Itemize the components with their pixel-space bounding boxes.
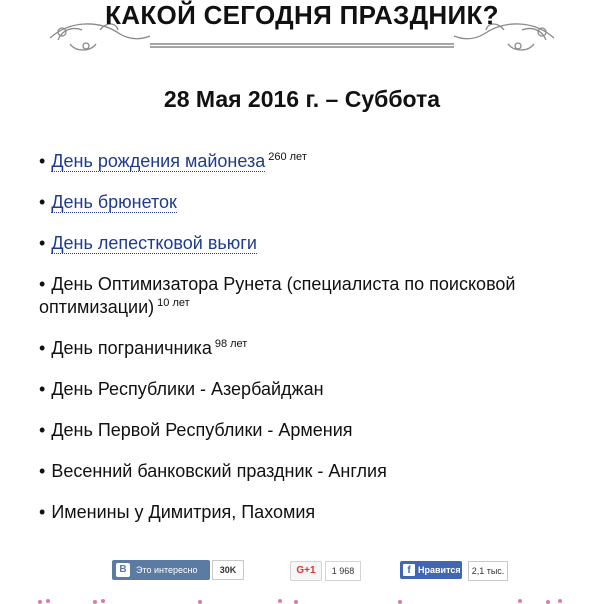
holiday-text: Именины у Димитрия, Пахомия — [51, 502, 316, 522]
bullet-icon: • — [39, 233, 46, 253]
facebook-like-label: Нравится — [418, 565, 461, 575]
facebook-like-button[interactable] — [400, 561, 462, 579]
holiday-item — [39, 419, 584, 442]
header — [0, 0, 604, 60]
bullet-icon: • — [39, 151, 46, 171]
bullet-icon: • — [39, 420, 46, 440]
holiday-item[interactable] — [39, 232, 584, 255]
holiday-item — [39, 460, 584, 483]
holiday-anniversary: 98 лет — [214, 338, 248, 350]
vk-share-count: 30K — [212, 560, 244, 580]
holiday-anniversary: 10 лет — [157, 297, 190, 309]
facebook-like-count: 2,1 тыс. — [468, 561, 508, 581]
holiday-list — [39, 150, 584, 542]
vk-share-button[interactable] — [112, 560, 210, 580]
holiday-item — [39, 378, 584, 401]
bullet-icon: • — [39, 338, 46, 358]
holiday-item — [39, 273, 584, 319]
holiday-link[interactable]: День рождения майонеза — [51, 151, 266, 171]
holiday-text: День Первой Республики - Армения — [51, 420, 353, 440]
holiday-text: День пограничника — [51, 338, 212, 358]
flower-border-decoration — [0, 598, 604, 604]
vk-share-label: Это интересно — [136, 565, 198, 575]
bullet-icon: • — [39, 502, 46, 522]
bullet-icon: • — [39, 274, 46, 294]
page-title: КАКОЙ СЕГОДНЯ ПРАЗДНИК? — [105, 0, 499, 30]
holiday-text: День Оптимизатора Рунета (специалиста по поисковой оптимизации) — [39, 274, 516, 317]
holiday-text: Весенний банковский праздник - Англия — [51, 461, 387, 481]
holiday-item[interactable] — [39, 191, 584, 214]
bullet-icon: • — [39, 379, 46, 399]
holiday-item — [39, 501, 584, 524]
bullet-icon: • — [39, 192, 46, 212]
vk-icon: B — [116, 563, 130, 577]
holiday-link[interactable]: День лепестковой вьюги — [51, 233, 257, 253]
social-share-bar — [0, 560, 604, 582]
holiday-link[interactable]: День брюнеток — [51, 192, 177, 212]
holiday-item[interactable] — [39, 150, 584, 173]
holiday-item — [39, 337, 584, 360]
facebook-icon: f — [403, 564, 415, 576]
holiday-text: День Республики - Азербайджан — [51, 379, 324, 399]
bullet-icon: • — [39, 461, 46, 481]
date-heading: 28 Мая 2016 г. – Суббота — [163, 86, 441, 112]
holiday-anniversary: 260 лет — [268, 151, 307, 163]
gplus-share-count: 1 968 — [325, 561, 361, 581]
gplus-share-button[interactable]: G+1 — [290, 561, 322, 581]
